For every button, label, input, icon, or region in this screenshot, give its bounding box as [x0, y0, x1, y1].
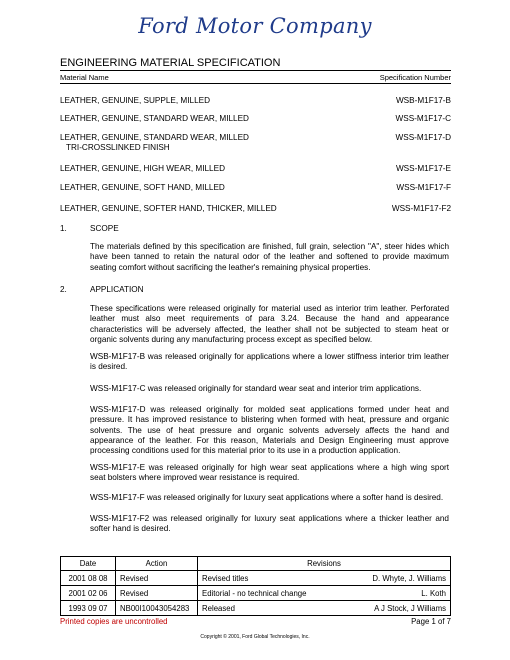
material-spec: WSS-M1F17-F: [396, 183, 451, 192]
material-name: LEATHER, GENUINE, STANDARD WEAR, MILLED: [60, 114, 249, 123]
revisions-header: Revisions: [198, 557, 451, 571]
uncontrolled-notice: Printed copies are uncontrolled: [60, 617, 168, 626]
material-name: LEATHER, GENUINE, SOFTER HAND, THICKER, MILLED: [60, 204, 277, 213]
revision-description: Editorial - no technical change: [202, 588, 307, 598]
table-row: [61, 586, 451, 601]
revision-author: D. Whyte, J. Williams: [372, 573, 446, 583]
page-number: Page 1 of 7: [411, 617, 451, 626]
section-number: 1.: [60, 224, 67, 233]
revision-date: 2001 08 08: [61, 571, 116, 586]
application-paragraph: WSS-M1F17-F was released originally for luxury seat applications where a softer hand is desired.: [90, 493, 444, 502]
revision-author: A J Stock, J Williams: [374, 603, 446, 613]
spec-number-header: Specification Number: [379, 73, 451, 82]
material-name-header: Material Name: [60, 73, 109, 82]
revision-header-row: [61, 557, 451, 571]
revision-action: Revised: [116, 586, 198, 601]
material-spec: WSS-M1F17-C: [395, 114, 451, 123]
section-title-application: APPLICATION: [90, 285, 144, 294]
section-number: 2.: [60, 285, 67, 294]
revision-date: 2001 02 06: [61, 586, 116, 601]
application-paragraph: These specifications were released originally for material used as interior trim leather. Perforated leather must also meet requirements of para 3.24. Because the hand and appearance characteristics will be adversely affected, the leather shall not be subjected to steam heat or organic solvents during any manufacturing process except as specified below.: [90, 304, 449, 344]
revision-description: Released: [202, 603, 235, 613]
section-title-scope: SCOPE: [90, 224, 119, 233]
document-title: ENGINEERING MATERIAL SPECIFICATION: [60, 57, 281, 69]
material-name: LEATHER, GENUINE, SUPPLE, MILLED: [60, 96, 210, 105]
material-spec: WSS-M1F17-E: [395, 164, 451, 173]
revision-cell: [198, 586, 451, 601]
material-subname: TRI-CROSSLINKED FINISH: [66, 143, 170, 152]
scope-paragraph: The materials defined by this specification are finished, full grain, selection "A", steer hides which have been tanned to retain the natural odor of the leather and softened to provide maximum seating comfort without sacrificing the leather's remaining physical properties.: [90, 242, 449, 272]
action-header: Action: [116, 557, 198, 571]
application-paragraph: WSS-M1F17-C was released originally for standard wear seat and interior trim applications.: [90, 384, 422, 393]
header-underline: [60, 83, 451, 84]
date-header: Date: [61, 557, 116, 571]
material-spec: WSS-M1F17-D: [395, 133, 451, 142]
application-paragraph: WSS-M1F17-F2 was released originally for luxury seat applications where a thicker leather and softer hand is desired.: [90, 514, 449, 534]
application-paragraph: WSS-M1F17-D was released originally for molded seat applications formed under heat and pressure. It has improved resistance to blistering when formed with heat, pressure and organic solvents. The use of heat pressure and organic solvents adversely affects the hand and appearance of the leather. For this reason, Materials and Design Engineering must approve processing conditions used for this material prior to its use in a production application.: [90, 405, 449, 456]
application-paragraph: WSB-M1F17-B was released originally for applications where a lower stiffness interior trim leather is desired.: [90, 352, 449, 372]
revision-date: 1993 09 07: [61, 601, 116, 616]
material-name: LEATHER, GENUINE, STANDARD WEAR, MILLED: [60, 133, 249, 142]
material-name: LEATHER, GENUINE, HIGH WEAR, MILLED: [60, 164, 225, 173]
material-spec: WSB-M1F17-B: [395, 96, 451, 105]
copyright-notice: Copyright © 2001, Ford Global Technologies, Inc.: [200, 634, 310, 640]
company-logo: Ford Motor Company: [138, 14, 372, 38]
revision-action: NB00I10043054283: [116, 601, 198, 616]
revision-cell: [198, 601, 451, 616]
material-spec: WSS-M1F17-F2: [391, 204, 451, 213]
revision-author: L. Koth: [421, 588, 446, 598]
material-name: LEATHER, GENUINE, SOFT HAND, MILLED: [60, 183, 225, 192]
revision-table: [60, 556, 451, 616]
application-paragraph: WSS-M1F17-E was released originally for high wear seat applications where a high wing sport seat bolsters where improved wear resistance is required.: [90, 463, 449, 483]
revision-cell: [198, 571, 451, 586]
revision-action: Revised: [116, 571, 198, 586]
header-rule: [60, 70, 451, 71]
table-row: [61, 571, 451, 586]
table-row: [61, 601, 451, 616]
revision-description: Revised titles: [202, 573, 249, 583]
